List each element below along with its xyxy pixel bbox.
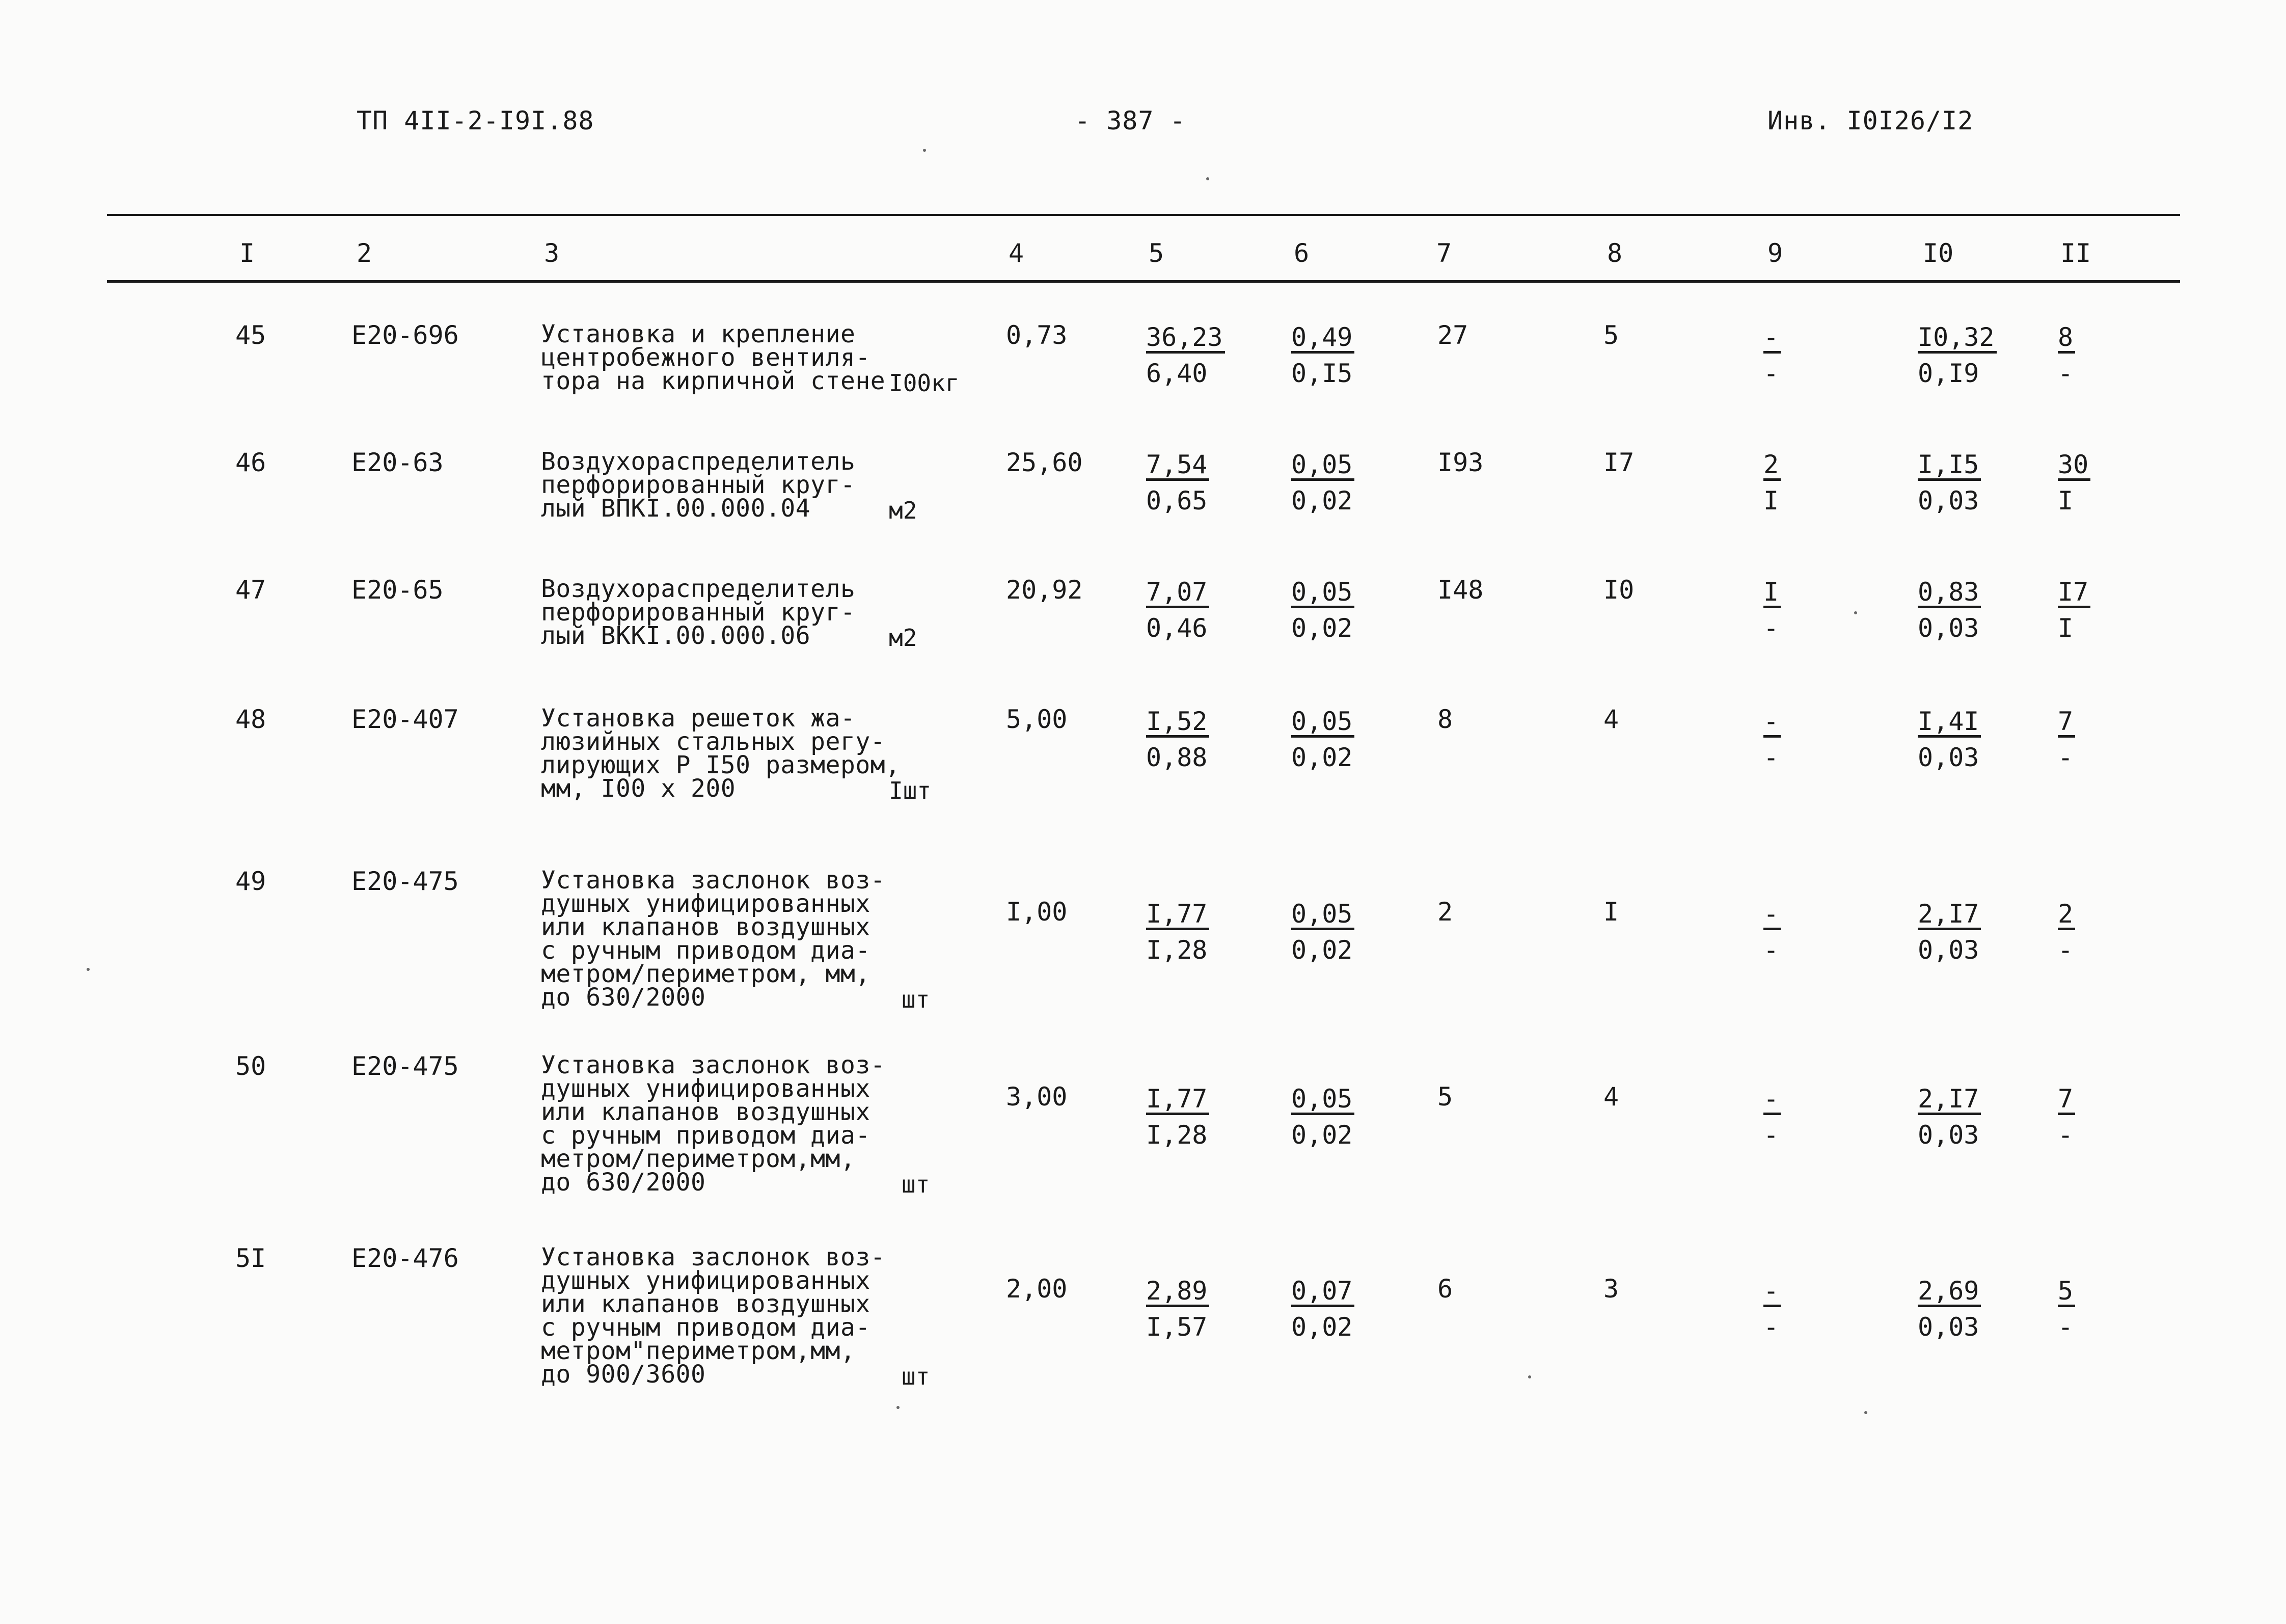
col10-value (1918, 1084, 1981, 1148)
col6-value-numerator: 0,07 (1291, 1278, 1354, 1307)
col5-value (1146, 707, 1209, 770)
col5-value (1146, 1084, 1209, 1148)
col8-value: I (1603, 897, 1619, 927)
work-description: Установка и крепление центробежного вентиля- тора на кирпичной стене (541, 320, 886, 395)
work-description: Воздухораспределитель перфорированный круг- лый ВККI.00.000.06 (541, 575, 856, 650)
col11-value-numerator: 7 (2058, 1086, 2075, 1115)
column-header: I (239, 238, 255, 268)
work-description: Воздухораспределитель перфорированный круг- лый ВПКI.00.000.04 (541, 447, 856, 523)
col9-value (1763, 1276, 1781, 1340)
col5-value-denominator: I,57 (1146, 1312, 1208, 1342)
col6-value (1291, 577, 1354, 641)
col9-value-numerator: - (1763, 709, 1781, 738)
col8-value: 4 (1603, 705, 1619, 734)
col6-value-numerator: 0,05 (1291, 1086, 1354, 1115)
col10-value (1918, 707, 1981, 770)
scan-speck (87, 968, 90, 971)
row-number: 47 (235, 575, 266, 605)
column-header: 6 (1294, 238, 1310, 268)
document-code: ТП 4II-2-I9I.88 (357, 106, 594, 136)
col11-value-denominator: - (2058, 743, 2074, 772)
column-header: 7 (1436, 238, 1452, 268)
column-header: I0 (1923, 238, 1954, 268)
col5-value-numerator: 2,89 (1146, 1278, 1209, 1307)
col5-value-denominator: 0,88 (1146, 743, 1208, 772)
unit-of-measure: шт (902, 1363, 930, 1390)
col10-value-numerator: 0,83 (1918, 579, 1981, 608)
col6-value-numerator: 0,05 (1291, 709, 1354, 738)
col9-value-denominator: - (1763, 1120, 1779, 1150)
col9-value-numerator: - (1763, 324, 1781, 354)
col10-value-numerator: I,4I (1918, 709, 1981, 738)
col9-value (1763, 450, 1781, 516)
table-top-rule (107, 214, 2180, 216)
col11-value (2058, 707, 2075, 770)
col6-value (1291, 450, 1354, 516)
col9-value (1763, 322, 1781, 386)
col5-value (1146, 322, 1225, 386)
col6-value (1291, 1276, 1354, 1340)
work-description: Установка заслонок воз- душных унифицированных или клапанов воздушных с ручным приводом диа- метром/периметром,мм, до 630/2000 (541, 1051, 886, 1197)
column-header: 3 (544, 238, 560, 268)
col9-value-denominator: - (1763, 743, 1779, 772)
col10-value-denominator: 0,03 (1918, 613, 1979, 643)
scan-speck (1206, 177, 1209, 180)
col6-value (1291, 899, 1354, 963)
col7-value: 6 (1437, 1274, 1453, 1304)
row-number: 46 (235, 448, 266, 477)
col6-value (1291, 322, 1354, 386)
col9-value (1763, 707, 1781, 770)
col9-value (1763, 1084, 1781, 1148)
quantity: 5,00 (1006, 705, 1068, 734)
col8-value: 5 (1603, 320, 1619, 350)
col7-value: 2 (1437, 897, 1453, 927)
work-description: Установка заслонок воз- душных унифицированных или клапанов воздушных с ручным приводом диа- метром"периметром,мм, до 900/3600 (541, 1243, 886, 1389)
col10-value (1918, 577, 1981, 641)
column-header: 2 (357, 238, 372, 268)
column-header: 9 (1767, 238, 1783, 268)
col9-value (1763, 577, 1781, 641)
col5-value-numerator: I,52 (1146, 709, 1209, 738)
col8-value: I7 (1603, 448, 1635, 477)
unit-of-measure: м2 (889, 624, 917, 652)
col5-value (1146, 1276, 1209, 1340)
col9-value-numerator: I (1763, 579, 1781, 608)
col5-value-numerator: 7,07 (1146, 579, 1209, 608)
norm-code: Е20-475 (351, 867, 459, 896)
col10-value-numerator: I0,32 (1918, 324, 1997, 354)
col10-value (1918, 899, 1981, 963)
col6-value-denominator: 0,02 (1291, 935, 1353, 965)
row-number: 45 (235, 320, 266, 350)
scan-speck (1528, 1375, 1531, 1378)
quantity: 20,92 (1006, 575, 1083, 605)
column-header: 5 (1149, 238, 1164, 268)
col11-value-denominator: I (2058, 613, 2074, 643)
col9-value-numerator: 2 (1763, 452, 1781, 481)
col5-value-numerator: I,77 (1146, 901, 1209, 930)
col11-value (2058, 450, 2090, 516)
col11-value-denominator: - (2058, 935, 2074, 965)
col6-value-denominator: 0,02 (1291, 743, 1353, 772)
col10-value (1918, 450, 1981, 516)
col9-value-numerator: - (1763, 1086, 1781, 1115)
col9-value-numerator: - (1763, 1278, 1781, 1307)
col10-value-denominator: 0,03 (1918, 1312, 1979, 1342)
col5-value-denominator: I,28 (1146, 1120, 1208, 1150)
col5-value-denominator: I,28 (1146, 935, 1208, 965)
quantity: 0,73 (1006, 320, 1068, 350)
col11-value (2058, 1276, 2075, 1340)
column-header: 4 (1009, 238, 1024, 268)
col6-value (1291, 707, 1354, 770)
norm-code: Е20-696 (351, 320, 459, 350)
table-header-rule (107, 280, 2180, 283)
quantity: 3,00 (1006, 1082, 1068, 1112)
col5-value-numerator: 36,23 (1146, 324, 1225, 354)
col11-value (2058, 577, 2090, 641)
col9-value (1763, 899, 1781, 963)
col10-value-denominator: 0,03 (1918, 935, 1979, 965)
row-number: 50 (235, 1051, 266, 1081)
col11-value (2058, 899, 2075, 963)
col5-value-denominator: 0,65 (1146, 486, 1208, 516)
col6-value-denominator: 0,02 (1291, 613, 1353, 643)
quantity: 25,60 (1006, 448, 1083, 477)
col11-value-numerator: I7 (2058, 579, 2090, 608)
unit-of-measure: шт (902, 1171, 930, 1198)
scan-speck (923, 149, 926, 152)
col5-value-numerator: 7,54 (1146, 452, 1209, 481)
col9-value-denominator: I (1763, 486, 1779, 516)
col6-value-numerator: 0,05 (1291, 901, 1354, 930)
col11-value-numerator: 5 (2058, 1278, 2075, 1307)
col10-value-denominator: 0,03 (1918, 743, 1979, 772)
unit-of-measure: Iшт (889, 777, 932, 804)
scan-speck (1864, 1411, 1867, 1414)
col8-value: I0 (1603, 575, 1635, 605)
col10-value-numerator: I,I5 (1918, 452, 1981, 481)
col10-value-numerator: 2,69 (1918, 1278, 1981, 1307)
col6-value-numerator: 0,05 (1291, 579, 1354, 608)
unit-of-measure: I00кг (889, 369, 960, 397)
col10-value-denominator: 0,03 (1918, 1120, 1979, 1150)
col5-value-numerator: I,77 (1146, 1086, 1209, 1115)
col9-value-denominator: - (1763, 1312, 1779, 1342)
norm-code: Е20-407 (351, 705, 459, 734)
col5-value (1146, 450, 1209, 516)
col10-value-numerator: 2,I7 (1918, 1086, 1981, 1115)
col9-value-denominator: - (1763, 359, 1779, 388)
col7-value: 8 (1437, 705, 1453, 734)
col9-value-denominator: - (1763, 613, 1779, 643)
col8-value: 3 (1603, 1274, 1619, 1304)
row-number: 5I (235, 1243, 266, 1273)
col11-value-denominator: I (2058, 486, 2074, 516)
norm-code: Е20-65 (351, 575, 444, 605)
col6-value-numerator: 0,05 (1291, 452, 1354, 481)
col6-value-denominator: 0,02 (1291, 1120, 1353, 1150)
col9-value-numerator: - (1763, 901, 1781, 930)
col10-value-numerator: 2,I7 (1918, 901, 1981, 930)
row-number: 48 (235, 705, 266, 734)
quantity: 2,00 (1006, 1274, 1068, 1304)
col11-value-numerator: 2 (2058, 901, 2075, 930)
col11-value (2058, 322, 2075, 386)
col5-value-denominator: 6,40 (1146, 359, 1208, 388)
col10-value-denominator: 0,03 (1918, 486, 1979, 516)
norm-code: Е20-475 (351, 1051, 459, 1081)
col5-value (1146, 577, 1209, 641)
col8-value: 4 (1603, 1082, 1619, 1112)
page-number: - 387 - (1075, 106, 1186, 136)
work-description: Установка решеток жа- люзийных стальных регу- лирующих Р I50 размером, мм, I00 х 200 (541, 704, 901, 803)
col10-value (1918, 1276, 1981, 1340)
col7-value: 5 (1437, 1082, 1453, 1112)
row-number: 49 (235, 867, 266, 896)
inventory-number: Инв. I0I26/I2 (1767, 106, 1974, 136)
col10-value (1918, 322, 1997, 386)
col7-value: I93 (1437, 448, 1484, 477)
norm-code: Е20-476 (351, 1243, 459, 1273)
col10-value-denominator: 0,I9 (1918, 359, 1979, 388)
work-description: Установка заслонок воз- душных унифицированных или клапанов воздушных с ручным приводом диа- метром/периметром, мм, до 630/2000 (541, 866, 886, 1012)
col11-value-numerator: 8 (2058, 324, 2075, 354)
col11-value (2058, 1084, 2075, 1148)
col7-value: 27 (1437, 320, 1468, 350)
col6-value-denominator: 0,I5 (1291, 359, 1353, 388)
column-header: II (2060, 238, 2091, 268)
unit-of-measure: шт (902, 986, 930, 1013)
col6-value-denominator: 0,02 (1291, 486, 1353, 516)
col11-value-denominator: - (2058, 359, 2074, 388)
col5-value (1146, 899, 1209, 963)
quantity: I,00 (1006, 897, 1068, 927)
column-header: 8 (1607, 238, 1623, 268)
col11-value-numerator: 7 (2058, 709, 2075, 738)
col5-value-denominator: 0,46 (1146, 613, 1208, 643)
col11-value-denominator: - (2058, 1312, 2074, 1342)
col9-value-denominator: - (1763, 935, 1779, 965)
norm-code: Е20-63 (351, 448, 444, 477)
col6-value (1291, 1084, 1354, 1148)
scan-speck (896, 1406, 900, 1409)
scan-speck (1854, 611, 1857, 614)
unit-of-measure: м2 (889, 497, 917, 524)
col11-value-numerator: 30 (2058, 452, 2090, 481)
col6-value-denominator: 0,02 (1291, 1312, 1353, 1342)
col7-value: I48 (1437, 575, 1484, 605)
col6-value-numerator: 0,49 (1291, 324, 1354, 354)
col11-value-denominator: - (2058, 1120, 2074, 1150)
